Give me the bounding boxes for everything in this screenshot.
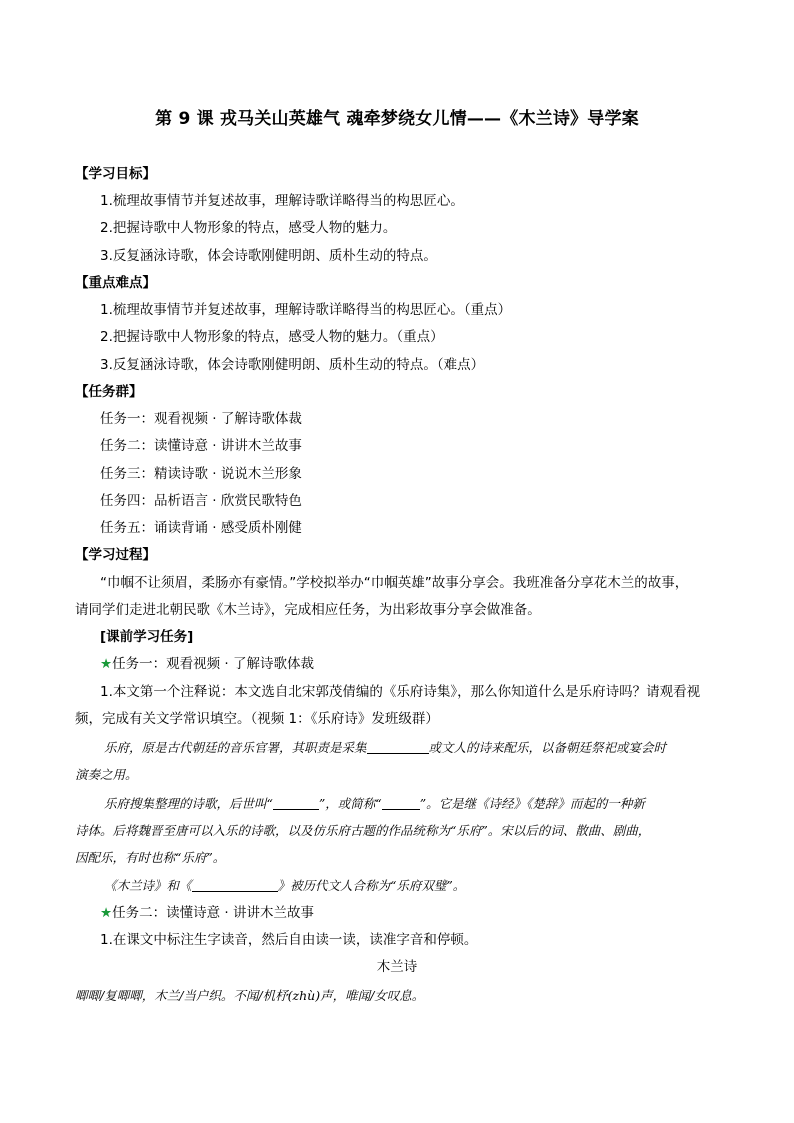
task2-title-text: 任务二：读懂诗意 · 讲讲木兰故事: [112, 905, 314, 921]
yuefu-paragraph-line: 因配乐，有时也称“乐府”。: [75, 850, 226, 865]
task-group-item: 任务二：读懂诗意 · 讲讲木兰故事: [100, 438, 302, 454]
yuefu-paragraph-line: [104, 738, 734, 758]
task2-question-line: 1.在课文中标注生字读音，然后自由读一读，读准字音和停顿。: [100, 932, 478, 948]
yuefu-text: ”，或简称“: [318, 796, 382, 811]
fill-blank[interactable]: [367, 740, 429, 754]
fill-blank[interactable]: [382, 796, 420, 810]
yuefu-paragraph-line: 诗体。后将魏晋至唐可以入乐的诗歌，以及仿乐府古题的作品统称为“乐府”。宋以后的词、散曲、剧曲，: [75, 823, 651, 838]
yuefu-text: 》被历代文人合称为“乐府双璧”。: [277, 878, 466, 893]
task-group-item: 任务四：品析语言 · 欣赏民歌特色: [100, 493, 302, 509]
fill-blank[interactable]: [273, 796, 319, 810]
poem-title: 木兰诗: [376, 959, 418, 975]
task2-title: [100, 903, 734, 923]
process-intro-line: “巾帼不让须眉，柔肠亦有豪情。”学校拟举办“巾帼英雄”故事分享会。我班准备分享花木兰的故事，: [100, 575, 689, 591]
process-intro-line: 请同学们走进北朝民歌《木兰诗》，完成相应任务，为出彩故事分享会做准备。: [75, 602, 541, 618]
yuefu-text: ”。它是继《诗经》《楚辞》而起的一种新: [419, 796, 645, 811]
task-group-item: 任务一：观看视频 · 了解诗歌体裁: [100, 411, 302, 427]
keypoint-item: 2.把握诗歌中人物形象的特点，感受人物的魅力。（重点）: [100, 329, 444, 345]
task1-title: [100, 654, 734, 674]
goals-header: 【学习目标】: [75, 166, 156, 182]
task-group-item: 任务五：诵读背诵 · 感受质朴刚健: [100, 520, 302, 536]
task1-question-line: 1.本文第一个注释说：本文选自北宋郭茂倩编的《乐府诗集》，那么你知道什么是乐府诗吗？请观看视: [100, 684, 701, 700]
process-header: 【学习过程】: [75, 547, 156, 563]
task1-title-text: 任务一：观看视频 · 了解诗歌体裁: [112, 656, 314, 672]
yuefu-paragraph-line: 演奏之用。: [75, 767, 138, 782]
yuefu-paragraph-line: [104, 876, 734, 896]
yuefu-text: 《木兰诗》和《: [104, 878, 192, 893]
goal-item: 3.反复涵泳诗歌，体会诗歌刚健明朗、质朴生动的特点。: [100, 248, 437, 264]
goal-item: 1.梳理故事情节并复述故事，理解诗歌详略得当的构思匠心。: [100, 193, 464, 209]
pre-task-header: [课前学习任务]: [100, 629, 194, 645]
poem-line: 唧唧/复唧唧，木兰/当户织。不闻/机杼(zhù)声，唯闻/女叹息。: [75, 988, 425, 1003]
page-title: 第 9 课 戎马关山英雄气 魂牵梦绕女儿情——《木兰诗》导学案: [155, 109, 639, 129]
star-icon: ★: [100, 656, 113, 672]
task1-question-line: 频，完成有关文学常识填空。（视频 1：《乐府诗》发班级群）: [75, 711, 439, 727]
goal-item: 2.把握诗歌中人物形象的特点，感受人物的魅力。: [100, 220, 397, 236]
task-group-item: 任务三：精读诗歌 · 说说木兰形象: [100, 466, 302, 482]
yuefu-paragraph-line: [104, 794, 734, 814]
yuefu-text: 乐府搜集整理的诗歌，后世叫“: [104, 796, 273, 811]
yuefu-text: 或文人的诗来配乐，以备朝廷祭祀或宴会时: [428, 740, 667, 755]
yuefu-text: 乐府，原是古代朝廷的音乐官署，其职责是采集: [104, 740, 367, 755]
keypoint-item: 1.梳理故事情节并复述故事，理解诗歌详略得当的构思匠心。（重点）: [100, 302, 512, 318]
keypoints-header: 【重点难点】: [75, 275, 156, 291]
keypoint-item: 3.反复涵泳诗歌，体会诗歌刚健明朗、质朴生动的特点。（难点）: [100, 357, 485, 373]
star-icon: ★: [100, 905, 113, 921]
tasks-header: 【任务群】: [75, 384, 143, 400]
fill-blank[interactable]: [192, 878, 278, 892]
